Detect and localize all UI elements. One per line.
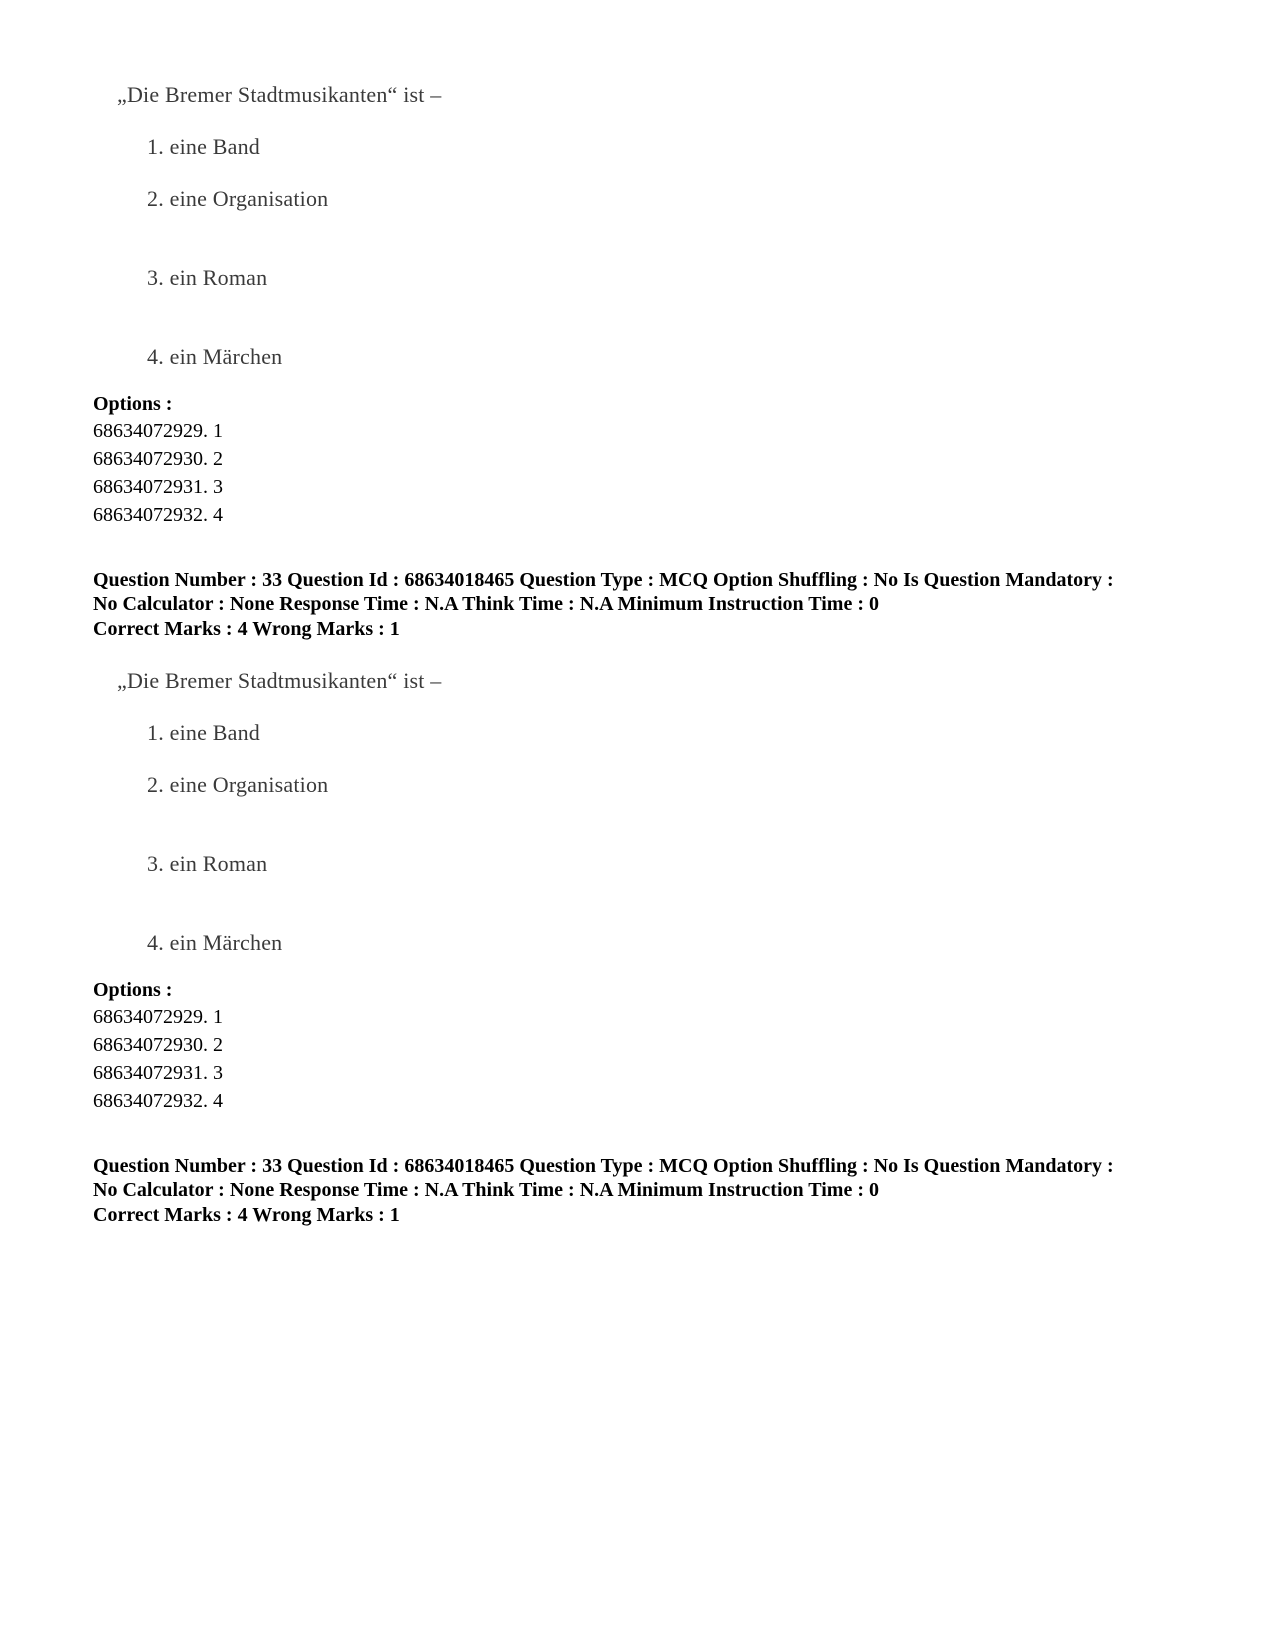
- question-choice: 1. eine Band: [147, 720, 260, 745]
- question-image: [0, 668, 700, 988]
- question-choice: 4. ein Märchen: [147, 344, 283, 369]
- question-meta: [93, 1154, 1213, 1202]
- options-label: Options :: [93, 393, 173, 415]
- option-line: 68634072930. 2: [93, 1034, 223, 1056]
- option-line: 68634072931. 3: [93, 1062, 223, 1084]
- question-meta-line: Question Number : 33 Question Id : 68634018465 Question Type : MCQ Option Shuffling : No Is Question Mandatory :: [93, 1155, 1114, 1177]
- question-meta-line: Question Number : 33 Question Id : 68634018465 Question Type : MCQ Option Shuffling : No Is Question Mandatory :: [93, 569, 1114, 591]
- option-line: 68634072931. 3: [93, 476, 223, 498]
- option-line: 68634072929. 1: [93, 1006, 223, 1028]
- option-line: 68634072932. 4: [93, 504, 223, 526]
- question-meta-line: No Calculator : None Response Time : N.A Think Time : N.A Minimum Instruction Time : 0: [93, 1179, 879, 1201]
- question-stem: „Die Bremer Stadtmusikanten“ ist –: [117, 668, 442, 693]
- question-choice: 3. ein Roman: [147, 851, 268, 876]
- question-choice: 2. eine Organisation: [147, 186, 329, 211]
- question-choice: 1. eine Band: [147, 134, 260, 159]
- question-meta-line: No Calculator : None Response Time : N.A Think Time : N.A Minimum Instruction Time : 0: [93, 593, 879, 615]
- option-line: 68634072930. 2: [93, 448, 223, 470]
- marks-line: Correct Marks : 4 Wrong Marks : 1: [93, 618, 400, 640]
- option-line: 68634072929. 1: [93, 420, 223, 442]
- options-label: Options :: [93, 979, 173, 1001]
- question-meta: [93, 568, 1213, 616]
- option-line: 68634072932. 4: [93, 1090, 223, 1112]
- question-choice: 2. eine Organisation: [147, 772, 329, 797]
- question-stem: „Die Bremer Stadtmusikanten“ ist –: [117, 82, 442, 107]
- question-choice: 3. ein Roman: [147, 265, 268, 290]
- question-choice: 4. ein Märchen: [147, 930, 283, 955]
- question-image: [0, 82, 700, 402]
- marks-line: Correct Marks : 4 Wrong Marks : 1: [93, 1204, 400, 1226]
